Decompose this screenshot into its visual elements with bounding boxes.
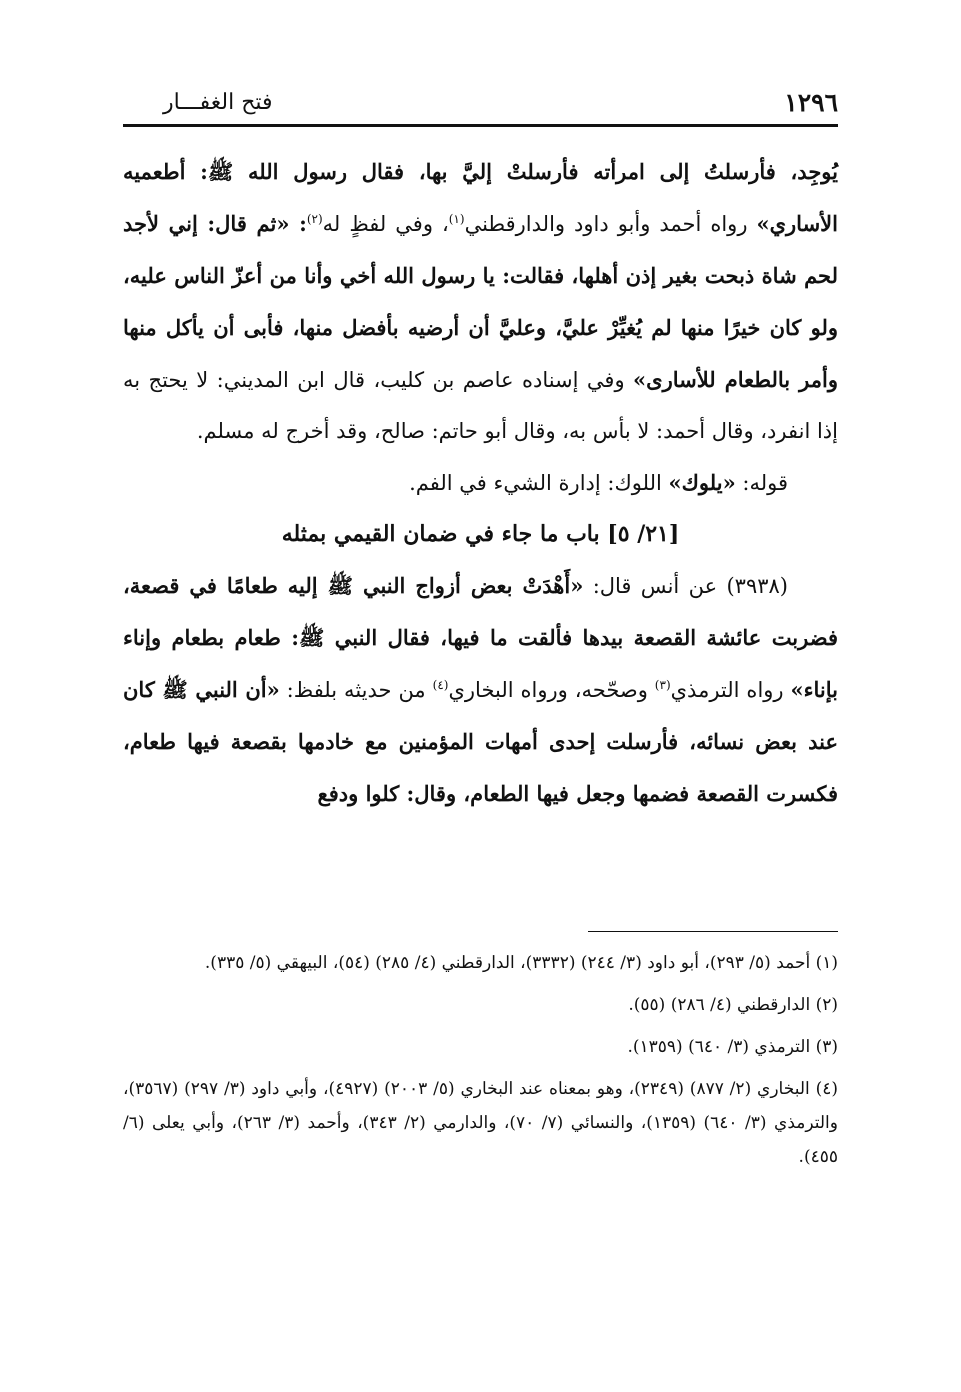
text-run: رواه الترمذي [670, 678, 791, 702]
text-run: قوله: [735, 471, 788, 495]
main-text [123, 146, 838, 820]
page-number: ١٢٩٦ [784, 88, 838, 117]
paragraph-2 [123, 457, 838, 509]
footnote-4: (٤) البخاري (٢/ ٨٧٧) (٢٣٤٩)، وهو بمعناه عند البخاري (٥/ ٢٠٠٣) (٤٩٢٧)، وأبي داود (٣/ ٢٩٧) (٣٥٦٧)، والترمذي (٣/ ٦٤٠) (١٣٥٩)، والنسائي (٧/ ٧٠)، والدارمي (٢/ ٣٤٣)، وأحمد (٣/ ٢٦٣)، وأبي يعلى (٦/ ٤٥٥). [123, 1079, 838, 1167]
hadith-text: يُوجِد، فأرسلتُ إلى امرأته فأرسلتْ إليَّ بها، فقال رسول الله ﷺ: أطعميه الأساري» [123, 159, 838, 236]
footnote-2: (٢) الدارقطني (٤/ ٢٨٦) (٥٥). [628, 995, 838, 1015]
text-run: من حديثه بلفظ: [279, 678, 433, 702]
paragraph-3 [123, 560, 838, 820]
footnote-1: (١) أحمد (٥/ ٢٩٣)، أبو داود (٣/ ٢٤٤) (٣٣٣٢)، الدارقطني (٤/ ٢٨٥) (٥٤)، البيهقي (٥/ ٣٣٥). [204, 953, 838, 973]
footnote-ref: (٢) [306, 212, 323, 226]
hadith-number: (٣٩٣٨) [726, 574, 788, 598]
text-run: رواه أحمد وأبو داود والدارقطني [464, 212, 757, 236]
footnote-ref: (٤) [432, 678, 449, 692]
footnotes [123, 946, 838, 1182]
footnote-3: (٣) الترمذي (٣/ ٦٤٠) (١٣٥٩). [627, 1037, 838, 1057]
chapter-title: [٢١/ ٥] باب ما جاء في ضمان القيمي بمثله [281, 521, 680, 547]
page-header [123, 84, 838, 124]
footnote-ref: (١) [448, 212, 465, 226]
hadith-text: «أَهْدَتْ بعض أزواج النبي ﷺ إليه طعامًا في قصعة، فضربت عائشة القصعة بيدها فألقت ما فيها، فقال النبي ﷺ: طعام بطعام وإناء بإناء» [123, 573, 839, 702]
book-title: فتح الغفـــار [163, 90, 273, 115]
paragraph-1 [123, 146, 838, 457]
text-run: وفي إسناده عاصم بن كليب، قال ابن المديني: لا يحتج به إذا انفرد، وقال أحمد: لا بأس به، وقال أبو حاتم: صالح، وقد أخرج له مسلم. [123, 368, 838, 443]
header-rule [123, 124, 838, 127]
text-run: ، وفي لفظٍ له [322, 212, 449, 236]
footnote-ref: (٣) [654, 678, 671, 692]
text-run: عن أنس قال: [583, 574, 727, 598]
hadith-text: : «ثم قال: إني لأجد لحم شاة ذبحت بغير إذن أهلها، فقالت: يا رسول الله أخي وأنا من أعزّ الناس عليه، ولو كان خيرًا منها لم يُغيِّرْ عليَّ، وعليَّ أن أرضيه بأفضل منها، فأبى أن يأكل منها وأمر بالطعام للأسارى» [123, 211, 838, 392]
text-run: وصحّحه، ورواه البخاري [448, 678, 655, 702]
footnote-separator [588, 931, 838, 932]
text-run: اللوك: إدارة الشيء في الفم. [409, 471, 669, 495]
hadith-text: «أن النبي ﷺ كان عند بعض نسائه، فأرسلت إحدى أمهات المؤمنين مع خادمها بقصعة فيها طعام، فكسرت القصعة فضمها وجعل فيها الطعام، وقال: كلوا ودفع [123, 677, 838, 806]
quoted-word: «يلوك» [668, 470, 736, 495]
